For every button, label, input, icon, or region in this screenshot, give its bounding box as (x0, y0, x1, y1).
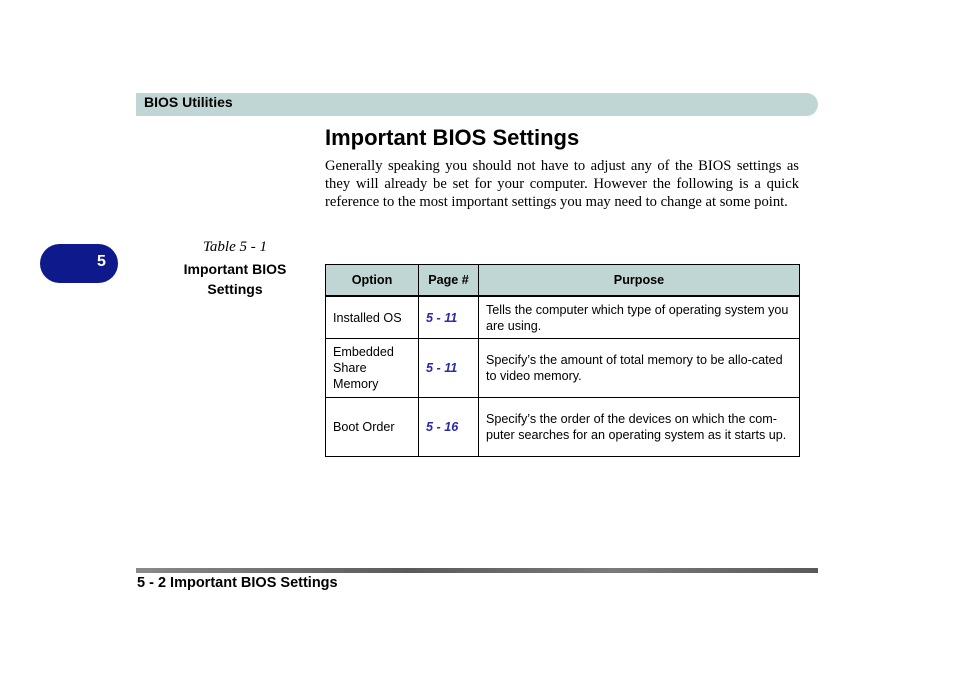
section-title: BIOS Utilities (144, 94, 233, 110)
chapter-number: 5 (97, 253, 106, 270)
chapter-tab (40, 244, 118, 283)
table-header-row (326, 265, 800, 297)
table-row (326, 398, 800, 457)
purpose-cell: Tells the computer which type of operating system you are using. (479, 296, 800, 339)
option-cell: Installed OS (326, 296, 419, 339)
page-link[interactable]: 5 - 11 (419, 296, 479, 339)
option-cell: Boot Order (326, 398, 419, 457)
page-title: Important BIOS Settings (325, 125, 580, 150)
column-header-purpose: Purpose (479, 265, 800, 297)
bios-settings-table (325, 264, 800, 457)
table-caption-number: Table 5 - 1 (202, 239, 268, 255)
column-header-page: Page # (419, 265, 479, 297)
page-link[interactable]: 5 - 16 (419, 398, 479, 457)
page-footer: 5 - 2 Important BIOS Settings (137, 575, 338, 591)
page-link[interactable]: 5 - 11 (419, 339, 479, 398)
purpose-cell: Specify’s the amount of total memory to be allo-cated to video memory. (479, 339, 800, 398)
column-header-option: Option (326, 265, 419, 297)
table-caption-title: Important BIOS Settings (183, 261, 287, 297)
section-header-bar (136, 93, 818, 116)
table-row (326, 339, 800, 398)
purpose-cell: Specify’s the order of the devices on which the com-puter searches for an operating system as it starts up. (479, 398, 800, 457)
option-cell: Embedded Share Memory (326, 339, 419, 398)
footer-divider (136, 568, 818, 573)
table-row (326, 296, 800, 339)
intro-paragraph: Generally speaking you should not have to adjust any of the BIOS settings as they will already be set for your computer. However the following is a quick reference to the most important settings you may need to change at some point. (325, 158, 799, 210)
